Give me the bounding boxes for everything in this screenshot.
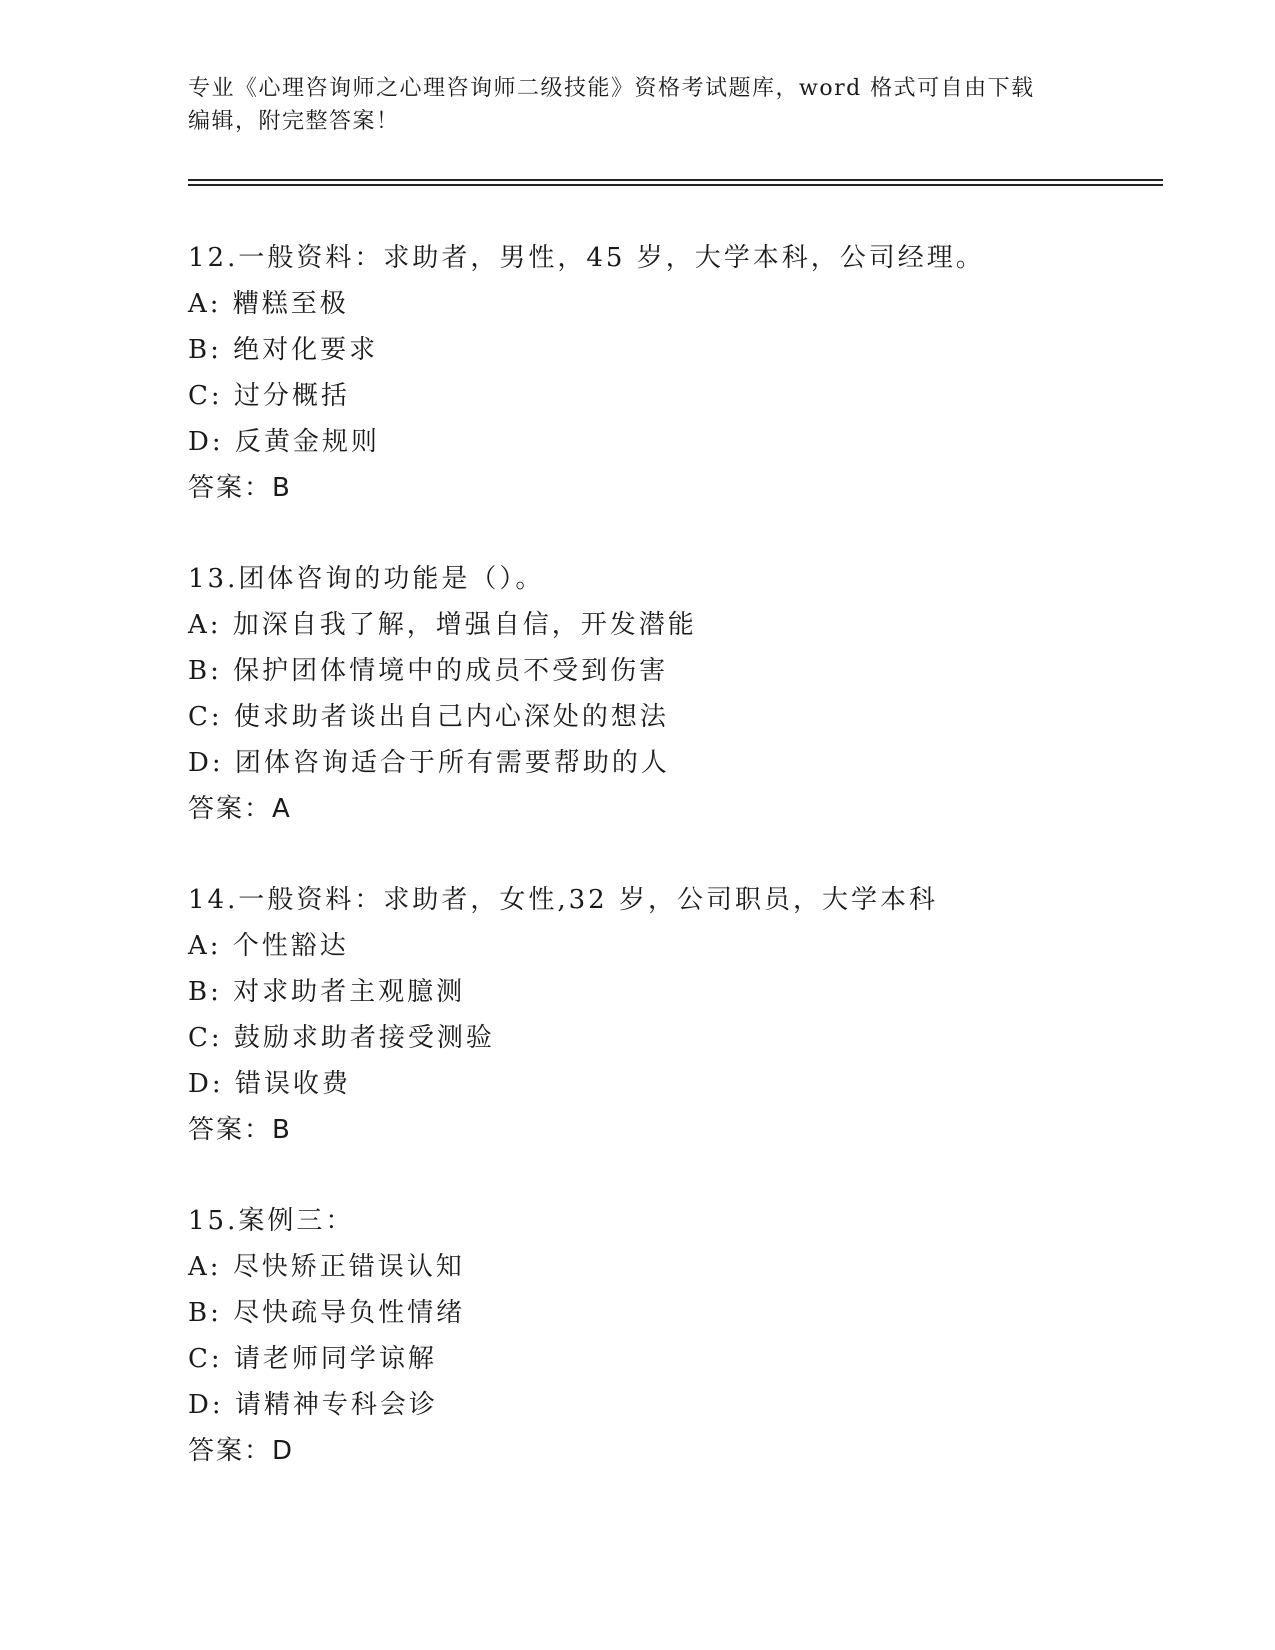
question-stem: 12.一般资料：求助者，男性，45 岁，大学本科，公司经理。 — [188, 243, 985, 273]
option-a: A: 加深自我了解，增强自信，开发潜能 — [188, 610, 697, 640]
option-c: C: 请老师同学谅解 — [188, 1344, 437, 1374]
document-header — [188, 72, 1088, 138]
option-c: C: 鼓励求助者接受测验 — [188, 1023, 495, 1053]
header-line-1: 专业《心理咨询师之心理咨询师二级技能》资格考试题库，word 格式可自由下载 — [188, 76, 1035, 101]
option-b: B: 绝对化要求 — [188, 335, 379, 365]
option-d: D: 团体咨询适合于所有需要帮助的人 — [188, 748, 670, 778]
option-b: B: 尽快疏导负性情绪 — [188, 1298, 466, 1328]
question-stem: 14.一般资料：求助者，女性,32 岁，公司职员，大学本科 — [188, 885, 938, 915]
question-12 — [188, 235, 1163, 511]
option-d: D: 错误收费 — [188, 1069, 351, 1099]
question-stem: 15.案例三： — [188, 1206, 355, 1236]
option-a: A: 糟糕至极 — [188, 289, 349, 319]
option-d: D: 请精神专科会诊 — [188, 1390, 438, 1420]
option-b: B: 对求助者主观臆测 — [188, 977, 466, 1007]
option-a: A: 尽快矫正错误认知 — [188, 1252, 465, 1282]
option-b: B: 保护团体情境中的成员不受到伤害 — [188, 656, 669, 686]
option-d: D: 反黄金规则 — [188, 427, 380, 457]
option-c: C: 使求助者谈出自己内心深处的想法 — [188, 702, 669, 732]
question-14 — [188, 877, 1163, 1153]
question-13 — [188, 556, 1163, 832]
answer: 答案：A — [188, 794, 292, 824]
header-divider-top — [188, 179, 1163, 181]
answer: 答案：B — [188, 1115, 292, 1145]
answer: 答案：D — [188, 1436, 295, 1466]
question-stem: 13.团体咨询的功能是（）。 — [188, 564, 545, 594]
answer: 答案：B — [188, 473, 292, 503]
header-divider-bottom — [188, 184, 1163, 186]
option-c: C: 过分概括 — [188, 381, 350, 411]
question-15 — [188, 1198, 1163, 1474]
option-a: A: 个性豁达 — [188, 931, 349, 961]
header-line-2: 编辑，附完整答案！ — [188, 109, 400, 134]
